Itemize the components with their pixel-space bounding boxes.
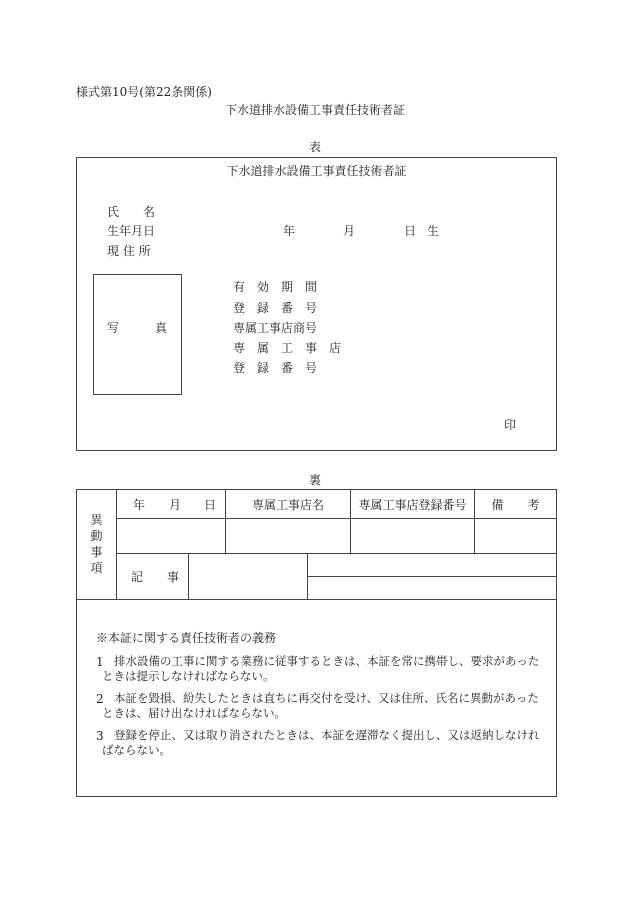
duty-text: ばならない。	[102, 743, 171, 757]
col-store-name-header: 専属工事店名	[251, 498, 324, 512]
changes-char: 異	[90, 513, 103, 527]
grid-line	[77, 599, 556, 600]
exclusive-store-label: 専 属 工 事 店	[233, 341, 342, 355]
card-title: 下水道排水設備工事責任技術者証	[226, 164, 407, 178]
grid-line	[307, 576, 556, 577]
birth-day-label: 日	[404, 224, 417, 238]
duty-number: 3	[96, 729, 104, 743]
back-card	[76, 489, 557, 797]
duty-text: 排水設備の工事に関する業務に従事するときは、本証を常に携帯し、要求があった	[114, 654, 540, 668]
store-registration-number-label: 登 録 番 号	[233, 361, 318, 375]
duty-text: ときは提示しなければならない。	[102, 669, 275, 683]
birth-year-label: 年	[283, 224, 296, 238]
changes-char: 事	[90, 545, 103, 559]
store-name-label: 専属工事店商号	[233, 321, 318, 335]
grid-line	[116, 553, 556, 554]
front-side-label: 表	[308, 140, 321, 154]
duty-number: 2	[96, 692, 104, 706]
name-label: 氏 名	[107, 205, 156, 219]
validity-period-label: 有 効 期 間	[233, 280, 318, 294]
address-label: 現 住 所	[107, 244, 151, 258]
front-card	[76, 157, 557, 451]
document-title: 下水道排水設備工事責任技術者証	[224, 103, 405, 117]
grid-line	[116, 518, 556, 519]
col-day-header: 日	[204, 498, 217, 512]
seal-label: 印	[504, 418, 517, 432]
duty-text: ときは、届け出なければならない。	[102, 706, 286, 720]
grid-line	[188, 553, 189, 599]
birth-suffix-label: 生	[427, 224, 440, 238]
birth-month-label: 月	[343, 224, 356, 238]
col-year-header: 年	[133, 498, 146, 512]
duty-text: 本証を毀損、紛失したときは直ちに再交付を受け、又は住所、氏名に異動があった	[114, 691, 539, 705]
changes-char: 項	[90, 561, 103, 575]
grid-line	[116, 490, 117, 599]
registration-number-label: 登 録 番 号	[233, 301, 318, 315]
col-month-header: 月	[169, 498, 182, 512]
duty-text: 登録を停止、又は取り消されたときは、本証を遅滞なく提出し、又は返納しなけれ	[114, 728, 540, 742]
back-side-label: 裏	[308, 473, 321, 487]
duties-title: ※本証に関する責任技術者の義務	[96, 631, 277, 645]
col-store-registration-header: 専属工事店登録番号	[358, 498, 467, 512]
notes-label: 記 事	[131, 570, 180, 584]
form-number: 様式第10号(第22条関係)	[76, 85, 212, 99]
changes-char: 動	[90, 529, 103, 543]
birthdate-label: 生年月日	[107, 224, 156, 238]
col-remarks-header: 備 考	[491, 498, 540, 512]
duty-number: 1	[96, 655, 104, 669]
photo-box	[93, 274, 182, 395]
photo-label: 写 真	[107, 321, 168, 335]
